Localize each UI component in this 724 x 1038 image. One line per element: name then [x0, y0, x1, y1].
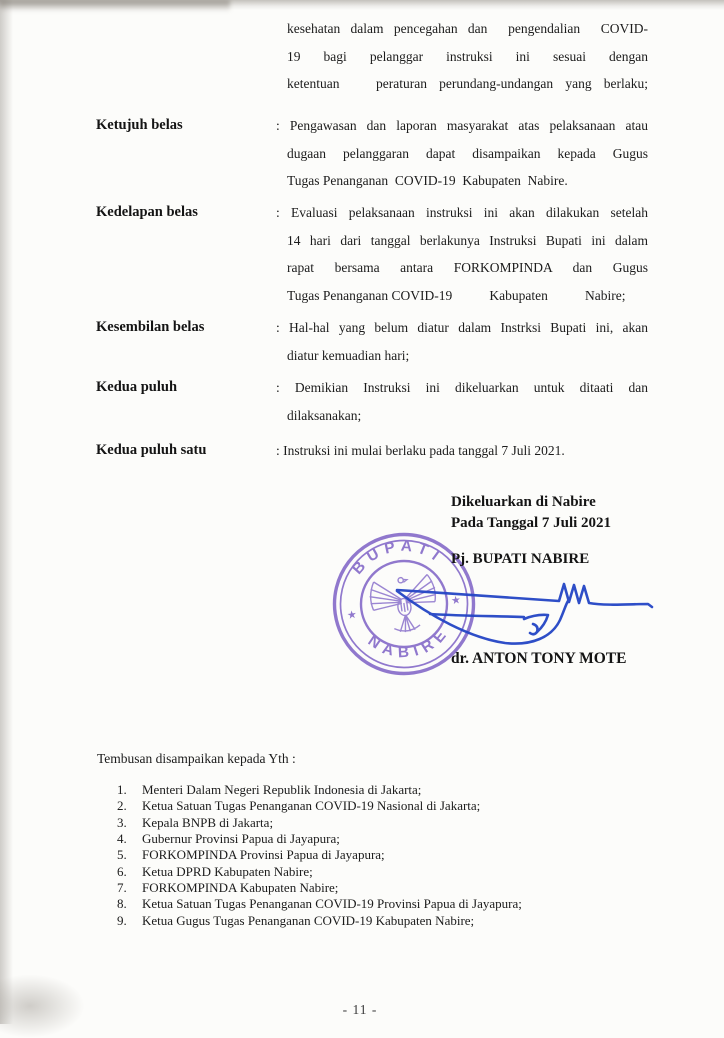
text-line: Tugas Penanganan COVID-19 Kabupaten Nabire. — [287, 173, 568, 188]
tembusan-item — [117, 815, 522, 831]
text-line: dilaksanakan; — [287, 407, 362, 423]
item-label: Ketujuh belas — [96, 117, 183, 133]
tembusan-item-text: Ketua Gugus Tugas Penanganan COVID-19 Kabupaten Nabire; — [142, 912, 475, 928]
tembusan-item-number: 9. — [117, 912, 127, 928]
tembusan-item-text: Ketua DPRD Kabupaten Nabire; — [142, 863, 313, 879]
tembusan-item-number: 7. — [117, 880, 127, 896]
tembusan-item-number: 1. — [117, 782, 127, 797]
tembusan-item-number: 5. — [117, 847, 127, 863]
tembusan-item-text: Gubernur Provinsi Papua di Jayapura; — [142, 831, 340, 847]
continuation-paragraph — [287, 15, 648, 98]
item-label: Kesembilan belas — [96, 319, 205, 335]
text-line: : Pengawasan dan laporan masyarakat atas pelaksanaan atau — [276, 118, 648, 133]
tembusan-item — [117, 831, 522, 847]
stamp-star-left: ★ — [346, 607, 358, 622]
text-line: rapat bersama antara FORKOMPINDA dan Gugus — [287, 260, 648, 275]
text-line: diatur kemuadian hari; — [287, 347, 410, 363]
text-line: : Instruksi ini mulai berlaku pada tanggal 7 Juli 2021. — [276, 443, 565, 458]
tembusan-item-text: Ketua Satuan Tugas Penanganan COVID-19 Provinsi Papua di Jayapura; — [142, 896, 522, 912]
tembusan-item-number: 3. — [117, 814, 127, 830]
issuance-place: Dikeluarkan di Nabire — [451, 494, 596, 510]
stamp-star-right: ★ — [450, 593, 462, 608]
tembusan-item-number: 2. — [117, 798, 127, 814]
tembusan-item — [117, 847, 522, 863]
item-text — [276, 314, 648, 369]
tembusan-item-text: FORKOMPINDA Provinsi Papua di Jayapura; — [142, 847, 385, 863]
item-label: Kedua puluh — [96, 379, 178, 395]
scan-edge-left — [0, 0, 13, 1024]
tembusan-item-number: 8. — [117, 896, 127, 912]
page-number: - 11 - — [342, 1002, 378, 1017]
tembusan-list — [117, 782, 522, 929]
text-line: : Demikian Instruksi ini dikeluarkan untuk ditaati dan — [276, 380, 648, 395]
item-text — [276, 112, 648, 195]
text-line: 14 hari dari tanggal berlakunya Instruksi Bupati ini dalam — [287, 232, 648, 248]
stamp-top-text: BUPATI — [349, 537, 447, 578]
tembusan-item-number: 4. — [117, 831, 127, 847]
tembusan-heading: Tembusan disampaikan kepada Yth : — [97, 751, 296, 766]
item-text — [276, 437, 648, 465]
text-line: dugaan pelanggaran dapat disampaikan kepada Gugus — [287, 145, 648, 161]
text-line: 19 bagi pelanggar instruksi ini sesuai dengan — [287, 48, 648, 64]
tembusan-item-text: Menteri Dalam Negeri Republik Indonesia di Jakarta; — [142, 782, 422, 797]
item-label: Kedelapan belas — [96, 204, 198, 220]
tembusan-item-text: Kepala BNPB di Jakarta; — [142, 814, 274, 830]
tembusan-item — [117, 896, 522, 912]
tembusan-item-text: Ketua Satuan Tugas Penanganan COVID-19 Nasional di Jakarta; — [142, 798, 481, 814]
text-line: kesehatan dalam pencegahan dan pengendalian COVID- — [287, 21, 648, 36]
item-label: Kedua puluh satu — [96, 442, 207, 458]
signatory-name: dr. ANTON TONY MOTE — [451, 650, 627, 667]
tembusan-item — [117, 864, 522, 880]
stamp-bottom-text: NABIRE — [364, 622, 454, 662]
item-text — [276, 199, 648, 309]
text-line: ketentuan peraturan perundang-undangan yang berlaku; — [287, 76, 648, 91]
tembusan-item — [117, 782, 522, 798]
tembusan-item-number: 6. — [117, 863, 127, 879]
text-line: : Hal-hal yang belum diatur dalam Instrksi Bupati ini, akan — [276, 320, 648, 335]
scan-edge-top-dark — [0, 0, 230, 12]
text-line: : Evaluasi pelaksanaan instruksi ini akan dilakukan setelah — [276, 205, 648, 220]
scan-corner-smudge — [0, 974, 85, 1038]
signatory-title: Pj. BUPATI NABIRE — [451, 551, 590, 567]
text-line: Tugas Penanganan COVID-19 Kabupaten Nabire; — [287, 287, 626, 303]
tembusan-item-text: FORKOMPINDA Kabupaten Nabire; — [142, 880, 339, 896]
garuda-emblem — [368, 573, 441, 636]
item-text — [276, 374, 648, 429]
issuance-date: Pada Tanggal 7 Juli 2021 — [451, 515, 612, 531]
tembusan-item — [117, 913, 522, 929]
tembusan-item — [117, 880, 522, 896]
tembusan-item — [117, 798, 522, 814]
